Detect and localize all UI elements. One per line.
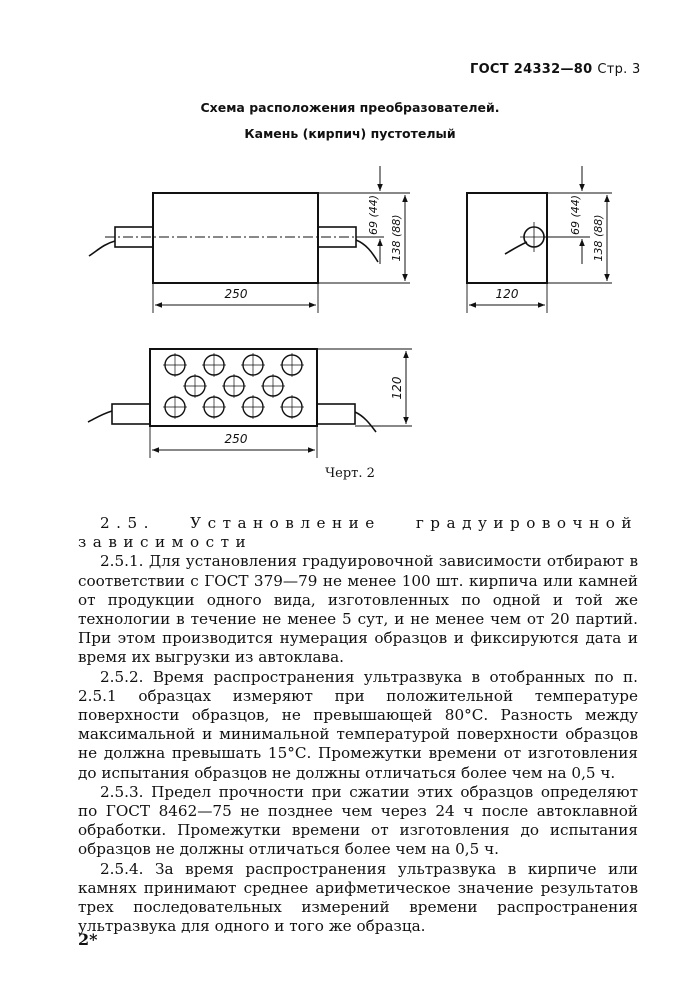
plan-right-transducer	[317, 404, 355, 424]
paragraph-2-5-3: 2.5.3. Предел прочности при сжатии этих образцов определяют по ГОСТ 8462—75 не позднее чем через 24 ч после автоклавной обработки. Промежутки времени от изготовления до испытания образцов не должны отличаться более чем на 0,5 ч.	[78, 782, 638, 859]
hollow-core	[222, 374, 246, 398]
hollow-core	[280, 353, 304, 377]
page-number: Стр. 3	[597, 62, 641, 77]
front-view	[89, 166, 410, 313]
plan-left-transducer	[112, 404, 150, 424]
side-view	[467, 166, 612, 313]
side-cable	[505, 242, 527, 254]
hollow-core	[202, 395, 226, 419]
hollow-core	[183, 374, 207, 398]
dim-height-label: 138 (88)	[390, 214, 403, 262]
dim-width-label: 120	[495, 287, 519, 301]
paragraph-2-5-4: 2.5.4. За время распространения ультразвука в кирпиче или камнях принимают среднее арифметическое значение результатов трех последовательных измерений времени распространения ультразвука для одного и того же образца.	[78, 859, 638, 936]
hollow-core	[163, 395, 187, 419]
hollow-core	[241, 395, 265, 419]
dim-plan-width-label: 120	[390, 376, 404, 400]
side-dim-height-label: 138 (88)	[592, 214, 605, 262]
hollow-cores	[163, 353, 304, 419]
paragraph-2-5-2: 2.5.2. Время распространения ультразвука в отобранных по п. 2.5.1 образцах измеряют при положительной температуре поверхности образцов, не превышающей 80°С. Разность между максимальной и минимальной температурой поверхности образцов не должна превышать 15°С. Промежутки времени от изготовления до испытания образцов не должны отличаться более чем на 0,5 ч.	[78, 667, 638, 782]
body-text	[78, 514, 638, 936]
hollow-core	[241, 353, 265, 377]
brick-side-outline	[467, 193, 547, 283]
figure-title: Схема расположения преобразователей.	[200, 100, 500, 115]
right-cable	[356, 240, 378, 262]
figure-caption: Черт. 2	[325, 466, 375, 481]
figure-subtitle: Камень (кирпич) пустотелый	[244, 126, 456, 141]
section-heading: 2.5. Установление градуировочной зависимости	[78, 514, 638, 552]
hollow-core	[163, 353, 187, 377]
left-cable	[89, 241, 115, 256]
plan-left-cable	[88, 411, 112, 422]
side-dim-offset-label: 69 (44)	[569, 194, 582, 236]
dim-length-label: 250	[224, 287, 248, 301]
brick-front-outline	[153, 193, 318, 283]
signature-mark: 2*	[78, 930, 98, 949]
standard-number: ГОСТ 24332—80	[470, 62, 593, 77]
dim-plan-length-label: 250	[224, 432, 248, 446]
paragraph-2-5-1: 2.5.1. Для установления градуировочной зависимости отбирают в соответствии с ГОСТ 379—79 не менее 100 шт. кирпича или камней от продукции одного вида, изготовленных по одной и той же технологии в течение не менее 5 сут, и не менее чем от 20 партий. При этом производится нумерация образцов и фиксируются дата и время их выгрузки из автоклава.	[78, 552, 638, 667]
plan-view	[88, 349, 412, 458]
hollow-core	[261, 374, 285, 398]
dim-offset-label: 69 (44)	[367, 194, 380, 236]
hollow-core	[280, 395, 304, 419]
plan-right-cable	[355, 412, 376, 432]
hollow-core	[202, 353, 226, 377]
